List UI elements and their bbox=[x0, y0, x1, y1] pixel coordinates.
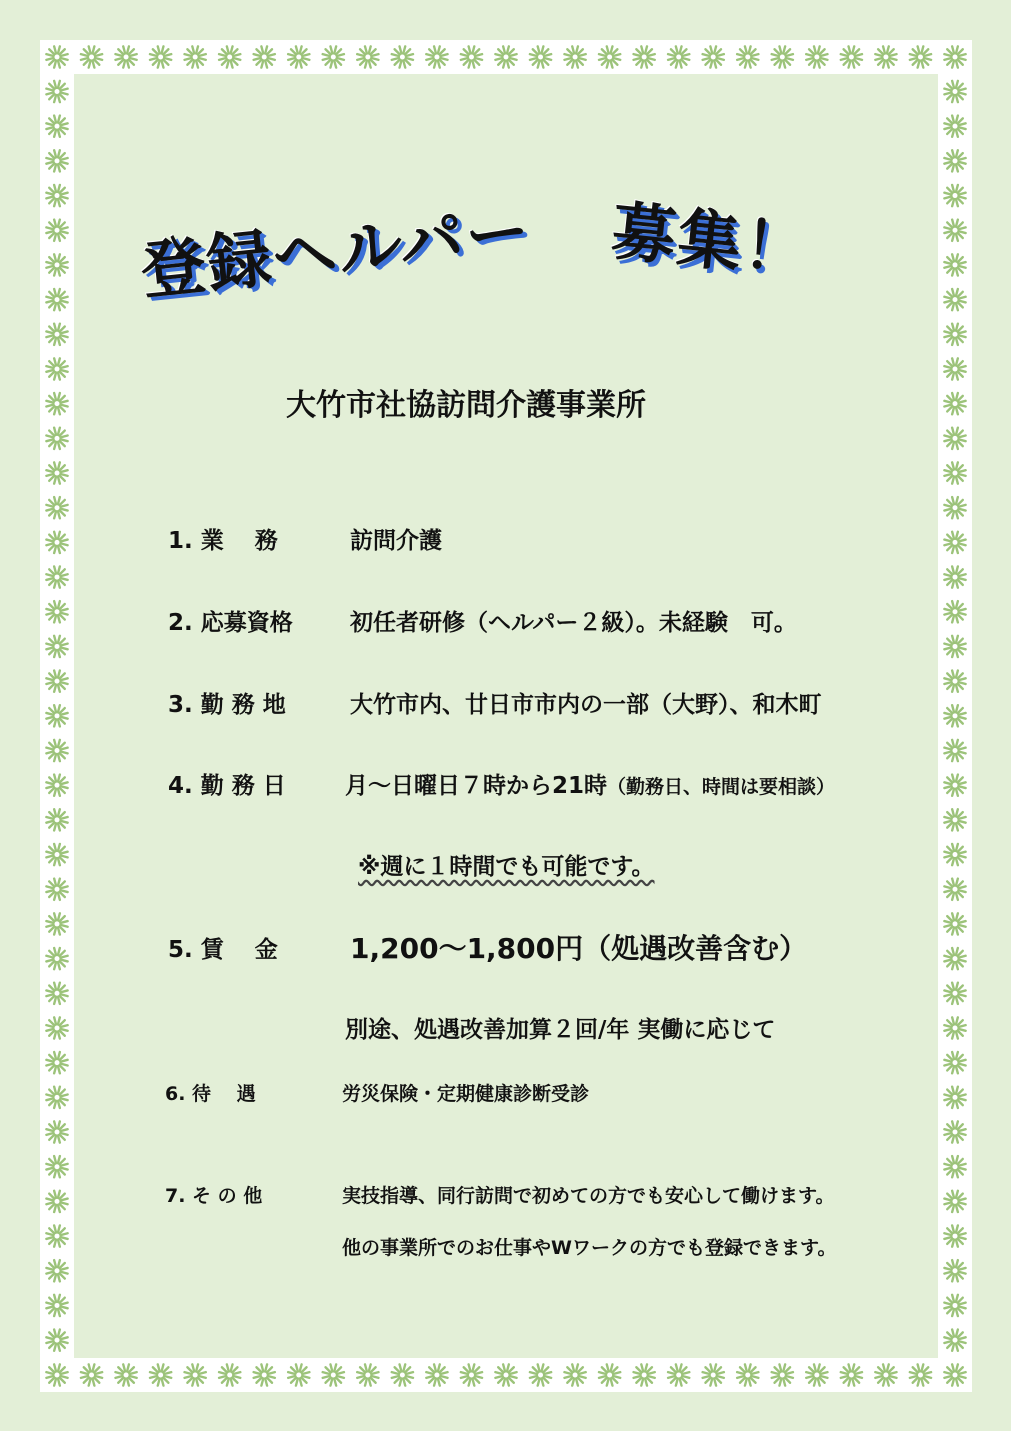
star-ornament bbox=[806, 1364, 827, 1385]
star-ornament bbox=[944, 1364, 965, 1385]
star-ornament bbox=[495, 46, 516, 67]
star-ornament bbox=[46, 532, 67, 553]
star-ornament bbox=[564, 46, 585, 67]
star-ornament bbox=[944, 1295, 965, 1316]
star-ornament bbox=[703, 1364, 724, 1385]
star-ornament bbox=[668, 1364, 689, 1385]
star-ornament bbox=[46, 879, 67, 900]
star-ornament bbox=[772, 1364, 793, 1385]
star-ornament bbox=[530, 1364, 551, 1385]
star-ornament bbox=[461, 1364, 482, 1385]
star-ornament bbox=[46, 1087, 67, 1108]
star-ornament bbox=[944, 497, 965, 518]
item-5-sub: 別途、処遇改善加算２回/年 実働に応じて bbox=[345, 1017, 776, 1043]
star-ornament bbox=[46, 150, 67, 171]
star-ornament bbox=[634, 46, 655, 67]
star-ornament bbox=[46, 497, 67, 518]
star-ornament bbox=[46, 1295, 67, 1316]
star-ornament bbox=[564, 1364, 585, 1385]
item-5-label: 5. 賃 金 bbox=[168, 937, 278, 963]
star-ornament bbox=[875, 1364, 896, 1385]
star-ornament bbox=[46, 636, 67, 657]
item-3-label: 3. 勤 務 地 bbox=[168, 692, 286, 718]
star-ornament bbox=[944, 948, 965, 969]
star-ornament bbox=[944, 428, 965, 449]
star-ornament bbox=[46, 1121, 67, 1142]
star-ornament bbox=[944, 1191, 965, 1212]
title-part-2: 募集！ bbox=[608, 194, 813, 290]
star-ornament bbox=[288, 46, 309, 67]
star-ornament bbox=[46, 428, 67, 449]
star-ornament bbox=[944, 254, 965, 275]
item-7-value: 実技指導、同行訪問で初めての方でも安心して働けます。 bbox=[342, 1185, 835, 1207]
star-ornament bbox=[115, 1364, 136, 1385]
star-ornament bbox=[392, 46, 413, 67]
star-ornament bbox=[323, 1364, 344, 1385]
star-ornament bbox=[323, 46, 344, 67]
item-7-label: 7. そ の 他 bbox=[165, 1185, 263, 1207]
star-ornament bbox=[634, 1364, 655, 1385]
poster-title bbox=[0, 180, 932, 310]
item-2-label: 2. 応募資格 bbox=[168, 610, 293, 636]
star-ornament bbox=[426, 1364, 447, 1385]
star-ornament bbox=[772, 46, 793, 67]
star-ornament bbox=[46, 81, 67, 102]
star-ornament bbox=[910, 1364, 931, 1385]
star-ornament bbox=[944, 671, 965, 692]
star-ornament bbox=[944, 1330, 965, 1351]
star-ornament bbox=[944, 46, 965, 67]
star-ornament bbox=[944, 1087, 965, 1108]
star-ornament bbox=[46, 983, 67, 1004]
title-part-1: 登録ヘルパー bbox=[137, 194, 535, 310]
star-ornament bbox=[46, 809, 67, 830]
star-ornament bbox=[599, 1364, 620, 1385]
star-ornament bbox=[944, 1017, 965, 1038]
star-ornament bbox=[150, 46, 171, 67]
star-ornament bbox=[737, 1364, 758, 1385]
star-ornament bbox=[910, 46, 931, 67]
star-ornament bbox=[46, 1052, 67, 1073]
star-ornament bbox=[426, 46, 447, 67]
star-ornament bbox=[254, 46, 275, 67]
star-ornament bbox=[530, 46, 551, 67]
star-ornament bbox=[806, 46, 827, 67]
star-ornament bbox=[219, 1364, 240, 1385]
star-ornament bbox=[944, 740, 965, 761]
star-ornament bbox=[46, 1156, 67, 1177]
star-ornament bbox=[219, 46, 240, 67]
star-ornament bbox=[46, 775, 67, 796]
star-ornament bbox=[392, 1364, 413, 1385]
organization-name: 大竹市社協訪問介護事業所 bbox=[286, 388, 646, 423]
item-6-label: 6. 待 遇 bbox=[165, 1083, 256, 1105]
star-ornament bbox=[944, 185, 965, 206]
star-ornament bbox=[944, 1156, 965, 1177]
star-ornament bbox=[81, 1364, 102, 1385]
star-ornament bbox=[46, 324, 67, 345]
item-1-label: 1. 業 務 bbox=[168, 528, 278, 554]
star-ornament bbox=[46, 1191, 67, 1212]
item-4-label: 4. 勤 務 日 bbox=[168, 773, 286, 799]
item-2-value: 初任者研修（ヘルパー２級）。未経験 可。 bbox=[350, 610, 797, 636]
star-ornament bbox=[944, 775, 965, 796]
star-ornament bbox=[185, 1364, 206, 1385]
star-ornament bbox=[461, 46, 482, 67]
star-ornament bbox=[254, 1364, 275, 1385]
star-ornament bbox=[46, 46, 67, 67]
star-ornament bbox=[81, 46, 102, 67]
star-ornament bbox=[944, 1225, 965, 1246]
star-ornament bbox=[115, 46, 136, 67]
star-ornament bbox=[495, 1364, 516, 1385]
star-ornament bbox=[944, 1052, 965, 1073]
item-4-value bbox=[345, 767, 835, 800]
star-ornament bbox=[944, 116, 965, 137]
star-ornament bbox=[944, 150, 965, 171]
star-ornament bbox=[944, 324, 965, 345]
star-ornament bbox=[944, 393, 965, 414]
star-ornament bbox=[841, 1364, 862, 1385]
star-ornament bbox=[944, 1121, 965, 1142]
star-ornament bbox=[944, 220, 965, 241]
star-ornament bbox=[944, 462, 965, 483]
star-ornament bbox=[46, 1225, 67, 1246]
star-ornament bbox=[46, 462, 67, 483]
star-ornament bbox=[944, 566, 965, 587]
star-ornament bbox=[944, 636, 965, 657]
star-ornament bbox=[944, 601, 965, 622]
star-ornament bbox=[737, 46, 758, 67]
item-1-value: 訪問介護 bbox=[350, 528, 442, 554]
star-ornament bbox=[357, 46, 378, 67]
star-ornament bbox=[944, 809, 965, 830]
star-ornament bbox=[944, 1260, 965, 1281]
star-ornament bbox=[944, 705, 965, 726]
item-4-hours: 月～日曜日７時から21時 bbox=[345, 773, 608, 799]
star-ornament bbox=[944, 913, 965, 934]
star-ornament bbox=[46, 1330, 67, 1351]
star-ornament bbox=[944, 358, 965, 379]
star-ornament bbox=[875, 46, 896, 67]
star-ornament bbox=[46, 740, 67, 761]
star-ornament bbox=[944, 289, 965, 310]
star-ornament bbox=[46, 913, 67, 934]
star-ornament bbox=[46, 948, 67, 969]
item-3-value: 大竹市内、廿日市市内の一部（大野）、和木町 bbox=[350, 692, 822, 718]
star-ornament bbox=[288, 1364, 309, 1385]
star-ornament bbox=[46, 566, 67, 587]
star-ornament bbox=[46, 1260, 67, 1281]
star-ornament bbox=[944, 844, 965, 865]
star-ornament bbox=[944, 81, 965, 102]
star-ornament bbox=[46, 705, 67, 726]
star-ornament bbox=[46, 116, 67, 137]
star-ornament bbox=[46, 1017, 67, 1038]
star-ornament bbox=[944, 532, 965, 553]
item-4-hours-note: （勤務日、時間は要相談） bbox=[607, 776, 836, 798]
star-ornament bbox=[944, 879, 965, 900]
star-ornament bbox=[703, 46, 724, 67]
item-6-value: 労災保険・定期健康診断受診 bbox=[342, 1083, 590, 1105]
star-ornament bbox=[841, 46, 862, 67]
star-ornament bbox=[46, 844, 67, 865]
item-4-note-text: ※週に１時間でも可能です。 bbox=[358, 854, 655, 880]
star-ornament bbox=[46, 1364, 67, 1385]
star-ornament bbox=[944, 983, 965, 1004]
star-ornament bbox=[357, 1364, 378, 1385]
star-ornament bbox=[46, 601, 67, 622]
star-ornament bbox=[46, 671, 67, 692]
item-4-note bbox=[358, 848, 655, 881]
star-ornament bbox=[185, 46, 206, 67]
star-ornament bbox=[46, 358, 67, 379]
item-7-sub: 他の事業所でのお仕事やWワークの方でも登録できます。 bbox=[342, 1237, 837, 1259]
star-ornament bbox=[150, 1364, 171, 1385]
star-ornament bbox=[668, 46, 689, 67]
item-5-value: 1,200～1,800円（処遇改善含む） bbox=[350, 932, 808, 965]
star-ornament bbox=[599, 46, 620, 67]
